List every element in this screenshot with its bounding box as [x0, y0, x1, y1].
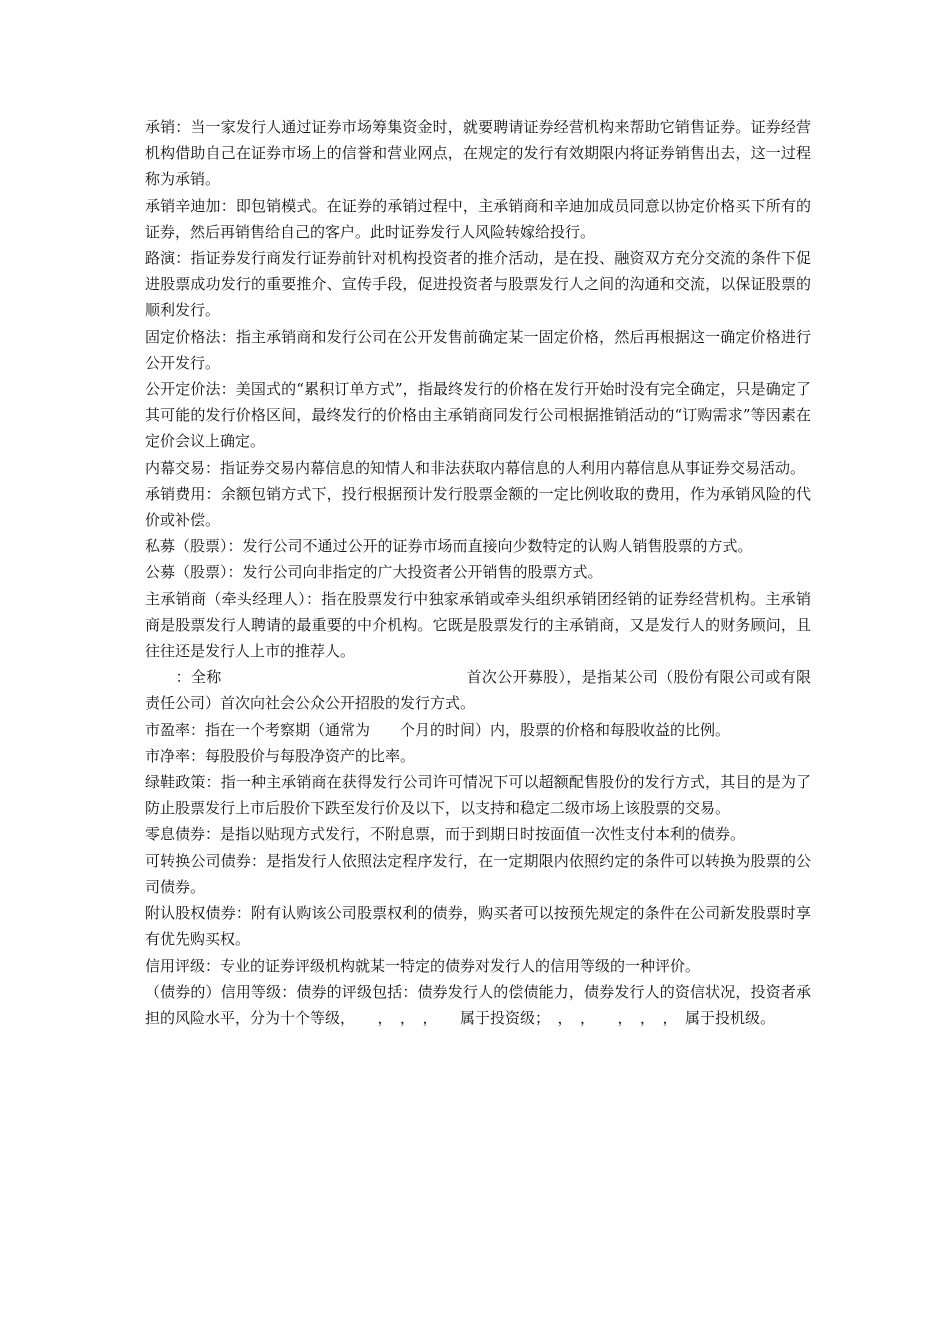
- definition-pe-ratio: 市盈率：指在一个考察期（通常为 个月的时间）内，股票的价格和每股收益的比例。: [145, 720, 731, 739]
- definition-underwriting-fee: 承销费用：余额包销方式下，投行根据预计发行股票金额的一定比例收取的费用，作为承销风险的代价或补偿。: [145, 484, 811, 530]
- definition-public-pricing-method: 公开定价法：美国式的“累积订单方式”，指最终发行的价格在发行开始时没有完全确定，只是确定了其可能的发行价格区间，最终发行的价格由主承销商同发行公司根据推销活动的“订购需求”等因素在定价会议上确定。: [145, 380, 811, 451]
- definition-private-placement: 私募（股票）：发行公司不通过公开的证券市场而直接向少数特定的认购人销售股票的方式。: [145, 537, 753, 556]
- definition-underwriting-syndicate: 承销辛迪加：即包销模式。在证券的承销过程中，主承销商和辛迪加成员同意以协定价格买下所有的证券，然后再销售给自己的客户。此时证券发行人风险转嫁给投行。: [145, 196, 811, 241]
- definition-greenshoe: 绿鞋政策：指一种主承销商在获得发行公司许可情况下可以超额配售股份的发行方式，其目的是为了防止股票发行上市后股价下跌至发行价及以下，以支持和稳定二级市场上该股票的交易。: [145, 773, 811, 818]
- definition-warrant-bond: 附认股权债券：附有认购该公司股票权利的债券，购买者可以按预先规定的条件在公司新发股票时享有优先购买权。: [145, 904, 811, 949]
- definition-convertible-bond: 可转换公司债券：是指发行人依照法定程序发行，在一定期限内依照约定的条件可以转换为股票的公司债券。: [145, 851, 811, 896]
- definition-ipo: ：全称 首次公开募股），是指某公司（股份有限公司或有限责任公司）首次向社会公众公开招股的发行方式。: [145, 668, 811, 713]
- definition-zero-coupon-bond: 零息债券：是指以贴现方式发行，不附息票，而于到期日时按面值一次性支付本利的债券。: [145, 825, 746, 844]
- definition-roadshow: 路演：指证券发行商发行证券前针对机构投资者的推介活动，是在投、融资双方充分交流的条件下促进股票成功发行的重要推介、宣传手段，促进投资者与股票发行人之间的沟通和交流，以保证股票的顺利发行。: [145, 249, 811, 320]
- document-page: [145, 114, 811, 1031]
- definition-lead-underwriter: 主承销商（牵头经理人）：指在股票发行中独家承销或牵头组织承销团经销的证券经营机构。主承销商是股票发行人聘请的最重要的中介机构。它既是股票发行的主承销商，又是发行人的财务顾问，且往往还是发行人上市的推荐人。: [145, 589, 811, 661]
- definition-credit-rating: 信用评级：专业的证券评级机构就某一特定的债券对发行人的信用等级的一种评价。: [145, 956, 701, 975]
- definition-fixed-price-method: 固定价格法：指主承销商和发行公司在公开发售前确定某一固定价格，然后再根据这一确定价格进行公开发行。: [145, 327, 811, 372]
- definition-pb-ratio: 市净率：每股股价与每股净资产的比率。: [145, 746, 416, 765]
- definition-credit-grade: （债券的）信用等级：债券的评级包括：债券发行人的偿债能力，债券发行人的资信状况，投资者承担的风险水平，分为十个等级， ， ， ， 属于投资级； ， ， ， ， ， 属于投机级。: [145, 982, 811, 1027]
- definition-underwriting: 承销：当一家发行人通过证券市场筹集资金时，就要聘请证券经营机构来帮助它销售证券。证券经营机构借助自己在证券市场上的信誉和营业网点，在规定的发行有效期限内将证券销售出去，这一过程称为承销。: [145, 118, 811, 189]
- definition-public-offering: 公募（股票）：发行公司向非指定的广大投资者公开销售的股票方式。: [145, 563, 603, 582]
- definition-insider-trading: 内幕交易：指证券交易内幕信息的知情人和非法获取内幕信息的人利用内幕信息从事证券交易活动。: [145, 458, 806, 477]
